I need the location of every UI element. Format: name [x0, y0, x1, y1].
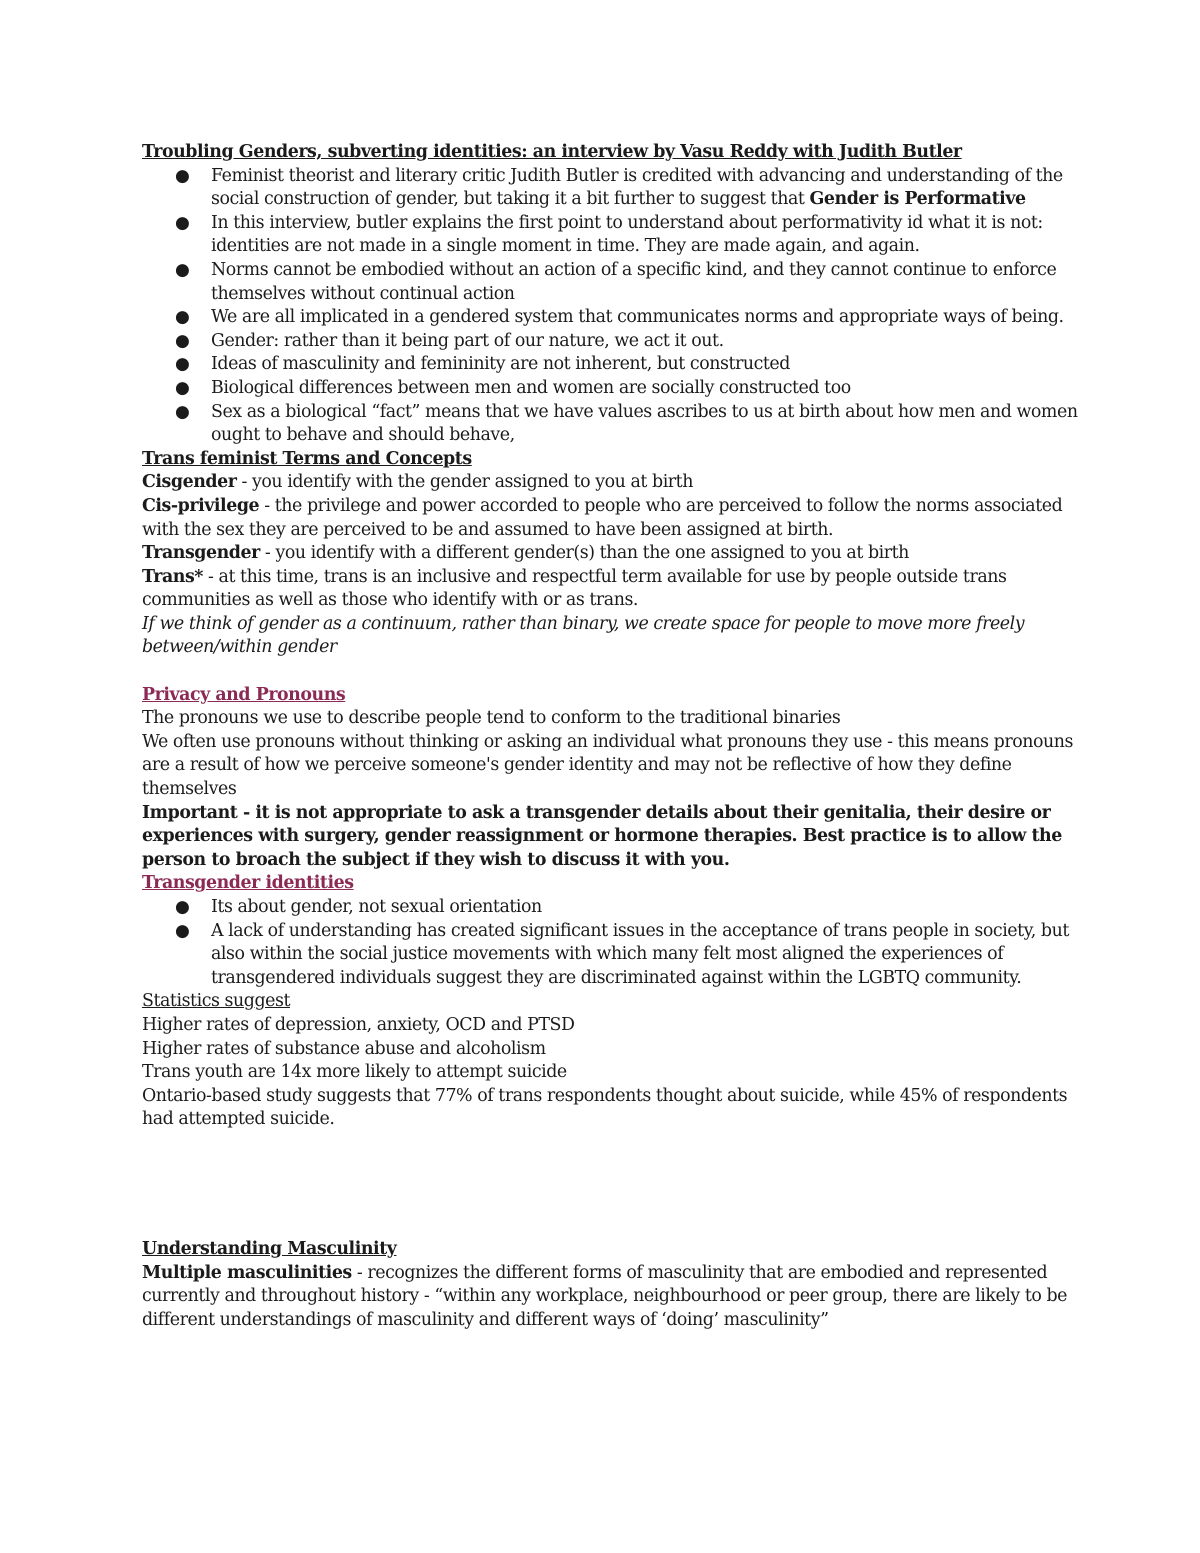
- term-definition: Trans* - at this time, trans is an inclusive and respectful term available for use by people outside trans communities as well as those who identify with or as trans.: [142, 566, 1007, 611]
- section-title-privacy-pronouns: Privacy and Pronouns: [142, 684, 346, 705]
- list-item: ● Biological differences between men and women are socially constructed too: [142, 377, 1082, 401]
- list-item: ● Norms cannot be embodied without an action of a specific kind, and they cannot continue to enforce themselves without continual action: [175, 259, 1057, 304]
- important-note: Important - it is not appropriate to ask a transgender details about their genitalia, their desire or experiences with surgery, gender reassignment or hormone therapies. Best practice is to allow the person to broach the subject if they wish to discuss it with you.: [142, 802, 1062, 870]
- list-item: ● A lack of understanding has created significant issues in the acceptance of trans people in society, but also within the social justice movements with which many felt most aligned the experiences of transgendered individuals suggest they are discriminated against within the LGBTQ community.: [175, 920, 1069, 988]
- butler-bullet-list: [142, 165, 1082, 448]
- bullet-icon: ●: [175, 354, 190, 375]
- term-definition: Multiple masculinities - recognizes the different forms of masculinity that are embodied and represented currently and throughout history - “within any workplace, neighbourhood or peer group, there are likely to be different understandings of masculinity and different ways of ‘doing’ masculinity”: [142, 1262, 1068, 1330]
- identities-bullet-list: [142, 896, 1082, 990]
- bullet-icon: ●: [175, 259, 190, 280]
- term-definition: Cisgender - you identify with the gender assigned to you at birth: [142, 472, 693, 493]
- list-item: ● Feminist theorist and literary critic Judith Butler is credited with advancing and understanding of the social construction of gender, but taking it a bit further to suggest that Gender is Performative: [175, 165, 1063, 210]
- bullet-icon: ●: [175, 212, 190, 233]
- paragraph: We often use pronouns without thinking or asking an individual what pronouns they use - this means pronouns are a result of how we perceive someone's gender identity and may not be reflective of how they define themselves: [142, 731, 1073, 800]
- blank-line: [142, 660, 1082, 684]
- list-item: ● Ideas of masculinity and femininity are not inherent, but constructed: [142, 353, 1082, 377]
- statistics-heading: Statistics suggest: [142, 991, 290, 1012]
- list-item: ● We are all implicated in a gendered system that communicates norms and appropriate ways of being.: [142, 306, 1082, 330]
- statistic-line: Ontario-based study suggests that 77% of trans respondents thought about suicide, while 45% of respondents had attempted suicide.: [142, 1085, 1068, 1130]
- italic-note: If we think of gender as a continuum, rather than binary, we create space for people to move more freely between/within gender: [142, 613, 1025, 658]
- bullet-icon: ●: [175, 920, 190, 941]
- document-page: [142, 141, 1082, 1332]
- statistic-line: Trans youth are 14x more likely to attempt suicide: [142, 1062, 567, 1083]
- statistic-line: Higher rates of depression, anxiety, OCD and PTSD: [142, 1014, 575, 1035]
- bullet-icon: ●: [175, 165, 190, 186]
- list-item: ● Gender: rather than it being part of our nature, we act it out.: [142, 330, 1082, 354]
- blank-space: [142, 1132, 1082, 1238]
- term-definition: Cis-privilege - the privilege and power accorded to people who are perceived to follow the norms associated with the sex they are perceived to be and assumed to have been assigned at birth.: [142, 495, 1063, 540]
- bullet-icon: ●: [175, 307, 190, 328]
- term-definition: Transgender - you identify with a different gender(s) than the one assigned to you at birth: [142, 543, 909, 564]
- section-title-masculinity: Understanding Masculinity: [142, 1238, 397, 1259]
- bullet-icon: ●: [175, 401, 190, 422]
- paragraph: The pronouns we use to describe people tend to conform to the traditional binaries: [142, 708, 841, 729]
- list-item: ● Its about gender, not sexual orientation: [142, 896, 1082, 920]
- statistic-line: Higher rates of substance abuse and alcoholism: [142, 1038, 546, 1059]
- list-item: ● In this interview, butler explains the first point to understand about performativity id what it is not: identities are not made in a single moment in time. They are made again, and again.: [175, 212, 1043, 257]
- section-title-transgender-identities: Transgender identities: [142, 873, 354, 894]
- section-title-trans-terms: Trans feminist Terms and Concepts: [142, 448, 472, 469]
- list-item: ● Sex as a biological “fact” means that we have values ascribes to us at birth about how men and women ought to behave and should behave,: [175, 401, 1078, 446]
- section-title-butler-interview: Troubling Genders, subverting identities: an interview by Vasu Reddy with Judith Butler: [142, 142, 962, 162]
- bullet-icon: ●: [175, 897, 190, 917]
- bullet-icon: ●: [175, 330, 190, 351]
- bullet-icon: ●: [175, 377, 190, 398]
